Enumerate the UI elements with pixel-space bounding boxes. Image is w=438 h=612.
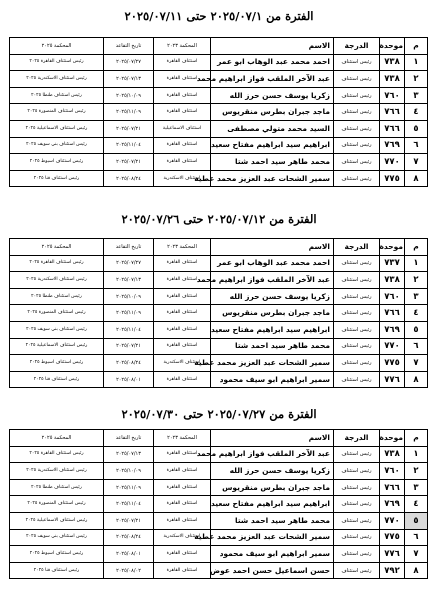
unified-code: ٧٦٦	[380, 120, 405, 137]
row-index: ٦	[405, 338, 428, 355]
unified-code: ٧٧٦	[380, 546, 405, 563]
unified-code: ٧٦٠	[380, 463, 405, 480]
row-index: ٤	[405, 104, 428, 121]
table-row	[10, 529, 428, 546]
name-cell: ماجد جبران بطرس منقريوس	[211, 305, 334, 322]
name-cell: سمير الشحات عبد العزيز محمد عطية	[211, 170, 334, 187]
name-cell: ابراهيم سيد ابراهيم مفتاح سعيد	[211, 137, 334, 154]
table-row	[10, 54, 428, 71]
table-row	[10, 87, 428, 104]
column-header-grade: الدرجة	[334, 430, 380, 447]
target-court-cell: رئيس استئناف طنطا ٢٠٢٥	[10, 288, 104, 305]
retirement-date-cell: ٢٠٢٥/٠٧/٢٧	[104, 54, 154, 71]
retirement-date-cell: ٢٠٢٥/٠٨/٢٤	[104, 529, 154, 546]
unified-code: ٧٧٥	[380, 355, 405, 372]
table-row	[10, 104, 428, 121]
grade-cell: رئيس استئناف	[334, 512, 380, 529]
name-cell: سمير ابراهيم ابو سيف محمود	[211, 546, 334, 563]
retirement-date-cell: ٢٠٢٥/١١/٠٤	[104, 137, 154, 154]
schedule-table-2	[9, 238, 428, 388]
grade-cell: رئيس استئناف	[334, 546, 380, 563]
row-index: ١	[405, 255, 428, 272]
name-cell: ماجد جبران بطرس منقريوس	[211, 479, 334, 496]
row-index: ٥	[405, 512, 428, 529]
court-cell: استئناف القاهرة	[154, 305, 211, 322]
table-row	[10, 71, 428, 88]
target-court-cell: رئيس استئناف بني سويف ٢٠٢٥	[10, 529, 104, 546]
target-court-cell: رئيس استئناف الاسكندرية ٢٠٢٥	[10, 272, 104, 289]
court-cell: استئناف القاهرة	[154, 321, 211, 338]
court-cell: استئناف القاهرة	[154, 71, 211, 88]
unified-code: ٧٧٠	[380, 512, 405, 529]
grade-cell: رئيس استئناف	[334, 54, 380, 71]
target-court-cell: رئيس استئناف المنصورة ٢٠٢٥	[10, 104, 104, 121]
column-header-name: الاسم	[211, 38, 334, 55]
row-index: ٨	[405, 371, 428, 388]
court-cell: استئناف القاهرة	[154, 562, 211, 579]
row-index: ٦	[405, 529, 428, 546]
target-court-cell: رئيس استئناف بني سويف ٢٠٢٥	[10, 137, 104, 154]
row-index: ٢	[405, 463, 428, 480]
column-header-index: م	[405, 430, 428, 447]
grade-cell: رئيس استئناف	[334, 104, 380, 121]
column-header-target: المحكمة ٢٠٢٥	[10, 38, 104, 55]
court-cell: استئناف القاهرة	[154, 338, 211, 355]
unified-code: ٧٦٩	[380, 137, 405, 154]
table-row	[10, 446, 428, 463]
unified-code: ٧٦٩	[380, 496, 405, 513]
name-cell: زكريا يوسف حسن حرز الله	[211, 288, 334, 305]
column-header-target: المحكمة ٢٠٢٥	[10, 239, 104, 256]
grade-cell: رئيس استئناف	[334, 255, 380, 272]
unified-code: ٧٧٥	[380, 170, 405, 187]
name-cell: ابراهيم سيد ابراهيم مفتاح سعيد	[211, 321, 334, 338]
column-header-retire: تاريخ التقاعد	[104, 38, 154, 55]
column-header-court: المحكمة ٢٠٢٣	[154, 430, 211, 447]
name-cell: عبد الآخر الملقب فواز ابراهيم محمد	[211, 272, 334, 289]
retirement-date-cell: ٢٠٢٥/١٠/٠٩	[104, 288, 154, 305]
target-court-cell: رئيس استئناف القاهرة ٢٠٢٥	[10, 255, 104, 272]
schedule-table-3	[9, 429, 428, 579]
column-header-court: المحكمة ٢٠٢٣	[154, 239, 211, 256]
retirement-date-cell: ٢٠٢٥/٠٧/١٣	[104, 272, 154, 289]
retirement-date-cell: ٢٠٢٥/١٠/٠٩	[104, 463, 154, 480]
court-cell: استئناف الاسكندرية	[154, 355, 211, 372]
court-cell: استئناف القاهرة	[154, 288, 211, 305]
grade-cell: رئيس استئناف	[334, 154, 380, 171]
retirement-date-cell: ٢٠٢٥/٠٧/٢١	[104, 338, 154, 355]
unified-code: ٧٦٦	[380, 479, 405, 496]
table-header-row	[10, 239, 428, 256]
target-court-cell: رئيس استئناف قنا ٢٠٢٥	[10, 371, 104, 388]
grade-cell: رئيس استئناف	[334, 170, 380, 187]
table-header-row	[10, 430, 428, 447]
court-cell: استئناف القاهرة	[154, 54, 211, 71]
unified-code: ٧٧٠	[380, 338, 405, 355]
unified-code: ٧٦٦	[380, 104, 405, 121]
table-row	[10, 288, 428, 305]
court-cell: استئناف القاهرة	[154, 87, 211, 104]
court-cell: استئناف القاهرة	[154, 446, 211, 463]
target-court-cell: رئيس استئناف القاهرة ٢٠٢٥	[10, 54, 104, 71]
name-cell: احمد محمد عبد الوهاب ابو عمر	[211, 255, 334, 272]
row-index: ٧	[405, 355, 428, 372]
retirement-date-cell: ٢٠٢٥/٠٨/٢٤	[104, 170, 154, 187]
retirement-date-cell: ٢٠٢٥/٠٧/٢١	[104, 154, 154, 171]
court-cell: استئناف القاهرة	[154, 137, 211, 154]
target-court-cell: رئيس استئناف القاهرة ٢٠٢٥	[10, 446, 104, 463]
name-cell: ابراهيم سيد ابراهيم مفتاح سعيد	[211, 496, 334, 513]
unified-code: ٧٩٢	[380, 562, 405, 579]
court-cell: استئناف القاهرة	[154, 104, 211, 121]
target-court-cell: رئيس استئناف الاسكندرية ٢٠٢٥	[10, 463, 104, 480]
row-index: ٧	[405, 546, 428, 563]
grade-cell: رئيس استئناف	[334, 321, 380, 338]
grade-cell: رئيس استئناف	[334, 305, 380, 322]
grade-cell: رئيس استئناف	[334, 288, 380, 305]
grade-cell: رئيس استئناف	[334, 71, 380, 88]
column-header-index: م	[405, 38, 428, 55]
column-header-retire: تاريخ التقاعد	[104, 239, 154, 256]
table-row	[10, 154, 428, 171]
unified-code: ٧٣٨	[380, 71, 405, 88]
table-row	[10, 562, 428, 579]
target-court-cell: رئيس استئناف اسيوط ٢٠٢٥	[10, 546, 104, 563]
name-cell: زكريا يوسف حسن حرز الله	[211, 87, 334, 104]
court-cell: استئناف الاسماعيلية	[154, 120, 211, 137]
table-row	[10, 355, 428, 372]
unified-code: ٧٧٠	[380, 154, 405, 171]
grade-cell: رئيس استئناف	[334, 371, 380, 388]
table-row	[10, 305, 428, 322]
row-index: ٧	[405, 154, 428, 171]
table-row	[10, 120, 428, 137]
court-cell: استئناف القاهرة	[154, 272, 211, 289]
retirement-date-cell: ٢٠٢٥/٠٧/٢١	[104, 512, 154, 529]
row-index: ٦	[405, 137, 428, 154]
row-index: ٣	[405, 288, 428, 305]
grade-cell: رئيس استئناف	[334, 479, 380, 496]
court-cell: استئناف القاهرة	[154, 371, 211, 388]
row-index: ٣	[405, 87, 428, 104]
table-row	[10, 137, 428, 154]
target-court-cell: رئيس استئناف الاسكندرية ٢٠٢٥	[10, 71, 104, 88]
target-court-cell: رئيس استئناف اسيوط ٢٠٢٥	[10, 355, 104, 372]
court-cell: استئناف الاسكندرية	[154, 170, 211, 187]
name-cell: زكريا يوسف حسن حرز الله	[211, 463, 334, 480]
unified-code: ٧٦٠	[380, 87, 405, 104]
name-cell: محمد طاهر سيد احمد شتا	[211, 338, 334, 355]
unified-code: ٧٦٠	[380, 288, 405, 305]
target-court-cell: رئيس استئناف طنطا ٢٠٢٥	[10, 87, 104, 104]
section-title-2: الفترة من ٢٠٢٥/٠٧/١٢ حتى ٢٠٢٥/٠٧/٢٦	[121, 212, 317, 226]
row-index: ٣	[405, 479, 428, 496]
row-index: ١	[405, 446, 428, 463]
target-court-cell: رئيس استئناف طنطا ٢٠٢٥	[10, 479, 104, 496]
target-court-cell: رئيس استئناف المنصورة ٢٠٢٥	[10, 496, 104, 513]
name-cell: سمير ابراهيم ابو سيف محمود	[211, 371, 334, 388]
table-row	[10, 255, 428, 272]
grade-cell: رئيس استئناف	[334, 120, 380, 137]
grade-cell: رئيس استئناف	[334, 338, 380, 355]
target-court-cell: رئيس استئناف قنا ٢٠٢٥	[10, 170, 104, 187]
column-header-grade: الدرجة	[334, 38, 380, 55]
grade-cell: رئيس استئناف	[334, 355, 380, 372]
table-header-row	[10, 38, 428, 55]
retirement-date-cell: ٢٠٢٥/١٠/٠٩	[104, 87, 154, 104]
section-title-1: الفترة من ٢٠٢٥/٠٧/١ حتى ٢٠٢٥/٠٧/١١	[124, 9, 314, 23]
retirement-date-cell: ٢٠٢٥/١١/٠٤	[104, 321, 154, 338]
unified-code: ٧٦٩	[380, 321, 405, 338]
row-index: ٨	[405, 562, 428, 579]
table-row	[10, 371, 428, 388]
row-index: ٢	[405, 71, 428, 88]
unified-code: ٧٣٨	[380, 54, 405, 71]
unified-code: ٧٣٨	[380, 446, 405, 463]
court-cell: استئناف القاهرة	[154, 512, 211, 529]
column-header-target: المحكمة ٢٠٢٥	[10, 430, 104, 447]
court-cell: استئناف القاهرة	[154, 546, 211, 563]
grade-cell: رئيس استئناف	[334, 272, 380, 289]
name-cell: حسن اسماعيل حسن احمد عوض	[211, 562, 334, 579]
row-index: ٥	[405, 120, 428, 137]
court-cell: استئناف القاهرة	[154, 479, 211, 496]
section-title-3: الفترة من ٢٠٢٥/٠٧/٢٧ حتى ٢٠٢٥/٠٧/٣٠	[121, 407, 317, 421]
target-court-cell: رئيس استئناف قنا ٢٠٢٥	[10, 562, 104, 579]
column-header-index: م	[405, 239, 428, 256]
retirement-date-cell: ٢٠٢٥/٠٧/٢١	[104, 120, 154, 137]
retirement-date-cell: ٢٠٢٥/٠٨/٠٢	[104, 562, 154, 579]
target-court-cell: رئيس استئناف الاسماعيلية ٢٠٢٥	[10, 512, 104, 529]
target-court-cell: رئيس استئناف بني سويف ٢٠٢٥	[10, 321, 104, 338]
column-header-name: الاسم	[211, 239, 334, 256]
retirement-date-cell: ٢٠٢٥/١١/٠٩	[104, 305, 154, 322]
row-index: ٢	[405, 272, 428, 289]
table-row	[10, 321, 428, 338]
target-court-cell: رئيس استئناف الاسماعيلية ٢٠٢٥	[10, 120, 104, 137]
court-cell: استئناف القاهرة	[154, 496, 211, 513]
unified-code: ٧٦٦	[380, 305, 405, 322]
retirement-date-cell: ٢٠٢٥/٠٧/٢٧	[104, 255, 154, 272]
column-header-code: موحدة	[380, 38, 405, 55]
table-row	[10, 338, 428, 355]
unified-code: ٧٣٧	[380, 255, 405, 272]
row-index: ١	[405, 54, 428, 71]
grade-cell: رئيس استئناف	[334, 87, 380, 104]
grade-cell: رئيس استئناف	[334, 137, 380, 154]
column-header-retire: تاريخ التقاعد	[104, 430, 154, 447]
retirement-date-cell: ٢٠٢٥/١١/٠٤	[104, 496, 154, 513]
target-court-cell: رئيس استئناف الاسماعيلية ٢٠٢٥	[10, 338, 104, 355]
grade-cell: رئيس استئناف	[334, 529, 380, 546]
schedule-table-1	[9, 37, 428, 187]
court-cell: استئناف القاهرة	[154, 255, 211, 272]
retirement-date-cell: ٢٠٢٥/٠٧/١٣	[104, 446, 154, 463]
column-header-grade: الدرجة	[334, 239, 380, 256]
unified-code: ٧٣٨	[380, 272, 405, 289]
grade-cell: رئيس استئناف	[334, 463, 380, 480]
name-cell: سمير الشحات عبد العزيز محمد عطية	[211, 529, 334, 546]
unified-code: ٧٧٥	[380, 529, 405, 546]
table-row	[10, 479, 428, 496]
target-court-cell: رئيس استئناف المنصورة ٢٠٢٥	[10, 305, 104, 322]
name-cell: السيد محمد متولي مصطفى	[211, 120, 334, 137]
court-cell: استئناف الاسكندرية	[154, 529, 211, 546]
target-court-cell: رئيس استئناف اسيوط ٢٠٢٥	[10, 154, 104, 171]
court-cell: استئناف القاهرة	[154, 463, 211, 480]
table-row	[10, 170, 428, 187]
grade-cell: رئيس استئناف	[334, 496, 380, 513]
row-index: ٤	[405, 305, 428, 322]
row-index: ٤	[405, 496, 428, 513]
retirement-date-cell: ٢٠٢٥/١١/٠٩	[104, 479, 154, 496]
name-cell: احمد محمد عبد الوهاب ابو عمر	[211, 54, 334, 71]
column-header-code: موحدة	[380, 239, 405, 256]
unified-code: ٧٧٦	[380, 371, 405, 388]
name-cell: عبد الآخر الملقب فواز ابراهيم محمد	[211, 71, 334, 88]
column-header-name: الاسم	[211, 430, 334, 447]
name-cell: ماجد جبران بطرس منقريوس	[211, 104, 334, 121]
table-row	[10, 512, 428, 529]
name-cell: سمير الشحات عبد العزيز محمد عطية	[211, 355, 334, 372]
retirement-date-cell: ٢٠٢٥/٠٨/٢٤	[104, 355, 154, 372]
row-index: ٥	[405, 321, 428, 338]
retirement-date-cell: ٢٠٢٥/٠٨/٠١	[104, 546, 154, 563]
table-row	[10, 463, 428, 480]
grade-cell: رئيس استئناف	[334, 562, 380, 579]
retirement-date-cell: ٢٠٢٥/١١/٠٩	[104, 104, 154, 121]
table-row	[10, 546, 428, 563]
table-row	[10, 496, 428, 513]
row-index: ٨	[405, 170, 428, 187]
name-cell: عبد الآخر الملقب فواز ابراهيم محمد	[211, 446, 334, 463]
court-cell: استئناف القاهرة	[154, 154, 211, 171]
column-header-code: موحدة	[380, 430, 405, 447]
retirement-date-cell: ٢٠٢٥/٠٨/٠١	[104, 371, 154, 388]
name-cell: محمد طاهر سيد احمد شتا	[211, 154, 334, 171]
retirement-date-cell: ٢٠٢٥/٠٧/١٣	[104, 71, 154, 88]
table-row	[10, 272, 428, 289]
grade-cell: رئيس استئناف	[334, 446, 380, 463]
column-header-court: المحكمة ٢٠٢٣	[154, 38, 211, 55]
name-cell: محمد طاهر سيد احمد شتا	[211, 512, 334, 529]
